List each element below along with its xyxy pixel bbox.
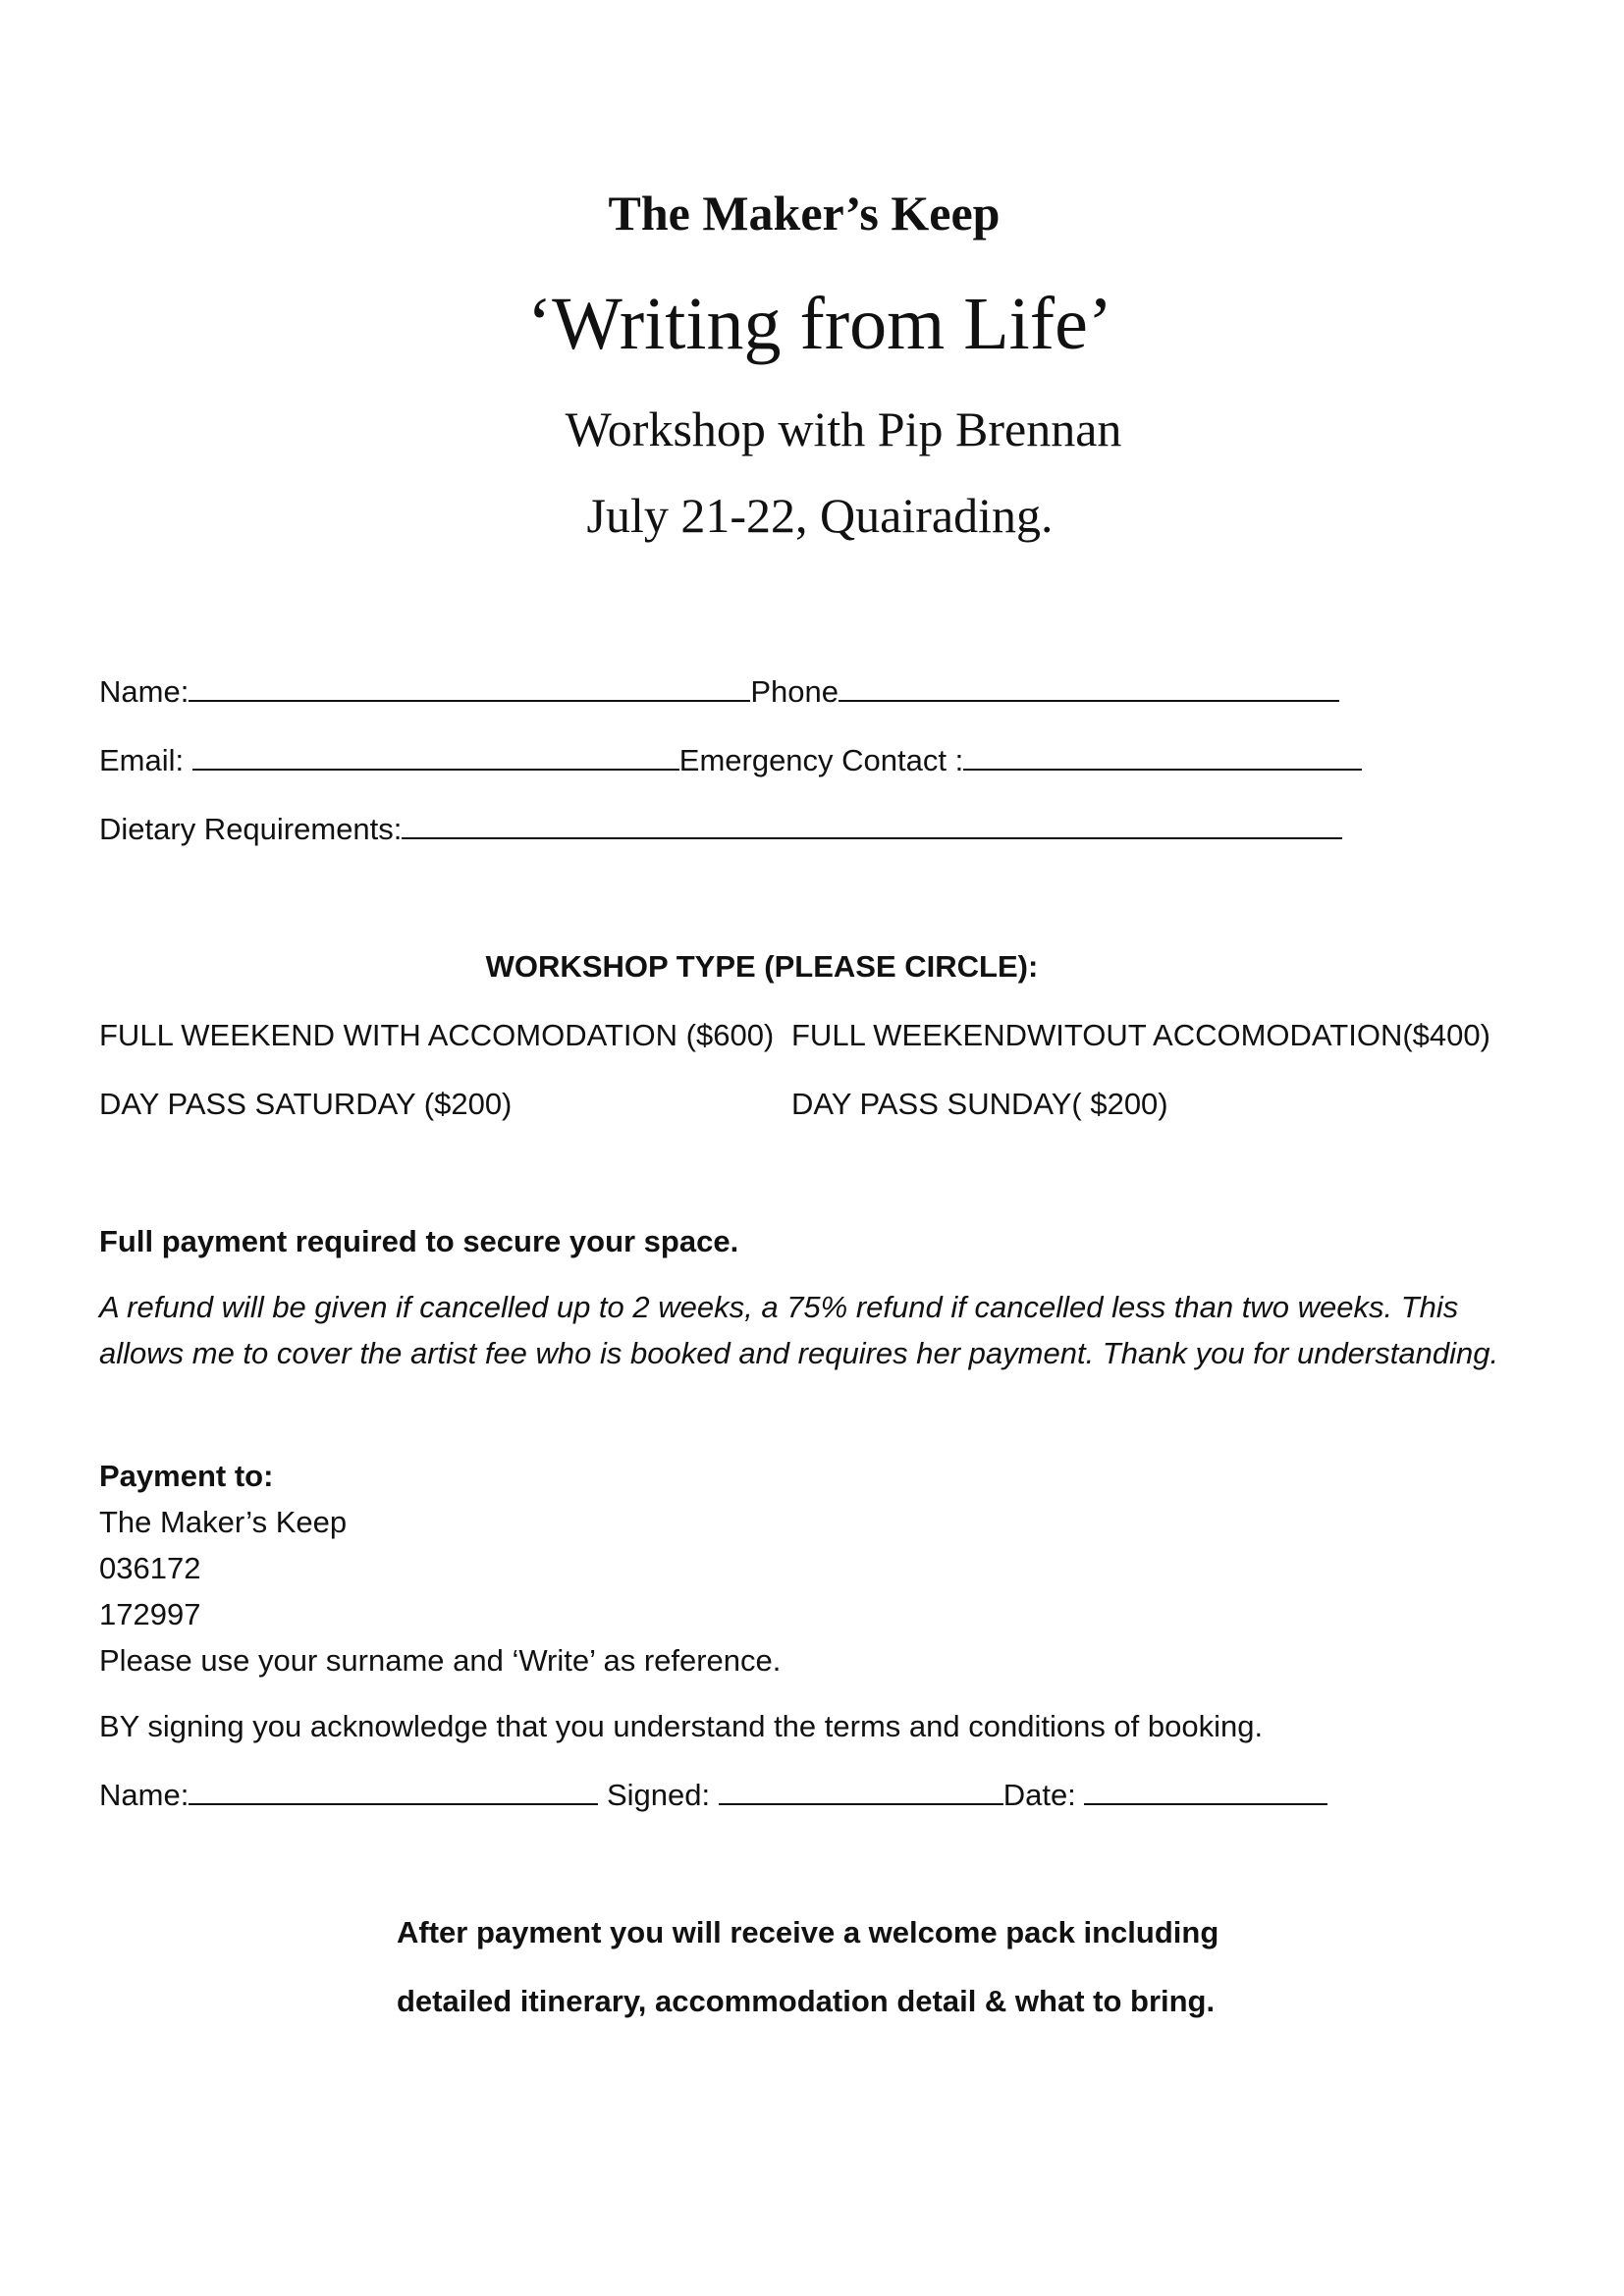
- bsb-number: 036172: [99, 1551, 201, 1585]
- account-name: The Maker’s Keep: [99, 1505, 348, 1539]
- form-row-dietary: [99, 812, 1342, 847]
- emergency-contact-label: Emergency Contact :: [678, 743, 964, 777]
- form-row-name-phone: [99, 674, 1339, 710]
- date-label: Date:: [1002, 1778, 1076, 1812]
- workshop-type-heading: WORKSHOP TYPE (PLEASE CIRCLE):: [485, 949, 1039, 984]
- date-field[interactable]: [1084, 1778, 1327, 1805]
- workshop-date-location: July 21-22, Quairading.: [586, 488, 1054, 543]
- signature-name-field[interactable]: [189, 1778, 598, 1805]
- name-label: Name:: [99, 674, 189, 709]
- option-day-pass-saturday[interactable]: DAY PASS SATURDAY ($200): [99, 1087, 513, 1121]
- emergency-contact-field[interactable]: [963, 743, 1362, 771]
- account-number: 172997: [99, 1597, 201, 1631]
- signature-field[interactable]: [719, 1778, 1003, 1805]
- email-label: Email:: [99, 743, 185, 777]
- refund-policy: A refund will be given if cancelled up to 2 weeks, a 75% refund if cancelled less than two weeks. This allows me to cover the artist fee who is booked and requires her payment. Thank you for understanding.: [99, 1290, 1499, 1370]
- option-day-pass-sunday[interactable]: DAY PASS SUNDAY( $200): [791, 1087, 1168, 1121]
- footer-line-1: After payment you will receive a welcome pack including: [397, 1915, 1219, 1949]
- payment-to-label: Payment to:: [99, 1459, 274, 1493]
- signature-row: [99, 1778, 1327, 1813]
- dietary-label: Dietary Requirements:: [99, 812, 403, 846]
- signed-label: Signed:: [606, 1778, 711, 1812]
- name-field[interactable]: [189, 674, 750, 702]
- dietary-field[interactable]: [402, 812, 1342, 839]
- option-full-weekend-with-accommodation[interactable]: FULL WEEKEND WITH ACCOMODATION ($600): [99, 1018, 775, 1052]
- option-full-weekend-without-accommodation[interactable]: FULL WEEKENDWITOUT ACCOMODATION($400): [791, 1018, 1490, 1052]
- organization-name: The Maker’s Keep: [608, 186, 1001, 240]
- signature-name-label: Name:: [99, 1778, 189, 1812]
- payment-details: [99, 1453, 781, 1683]
- form-row-email-emergency: [99, 743, 1362, 778]
- workshop-title: ‘Writing from Life’: [526, 283, 1113, 365]
- email-field[interactable]: [192, 743, 679, 771]
- phone-field[interactable]: [839, 674, 1339, 702]
- reference-note: Please use your surname and ‘Write’ as reference.: [99, 1643, 782, 1678]
- acknowledgement-text: BY signing you acknowledge that you understand the terms and conditions of booking.: [99, 1709, 1264, 1743]
- payment-required-note: Full payment required to secure your space.: [99, 1224, 739, 1258]
- phone-label: Phone: [750, 674, 839, 709]
- footer-line-2: detailed itinerary, accommodation detail & what to bring.: [397, 1984, 1216, 2018]
- workshop-subtitle: Workshop with Pip Brennan: [565, 401, 1122, 456]
